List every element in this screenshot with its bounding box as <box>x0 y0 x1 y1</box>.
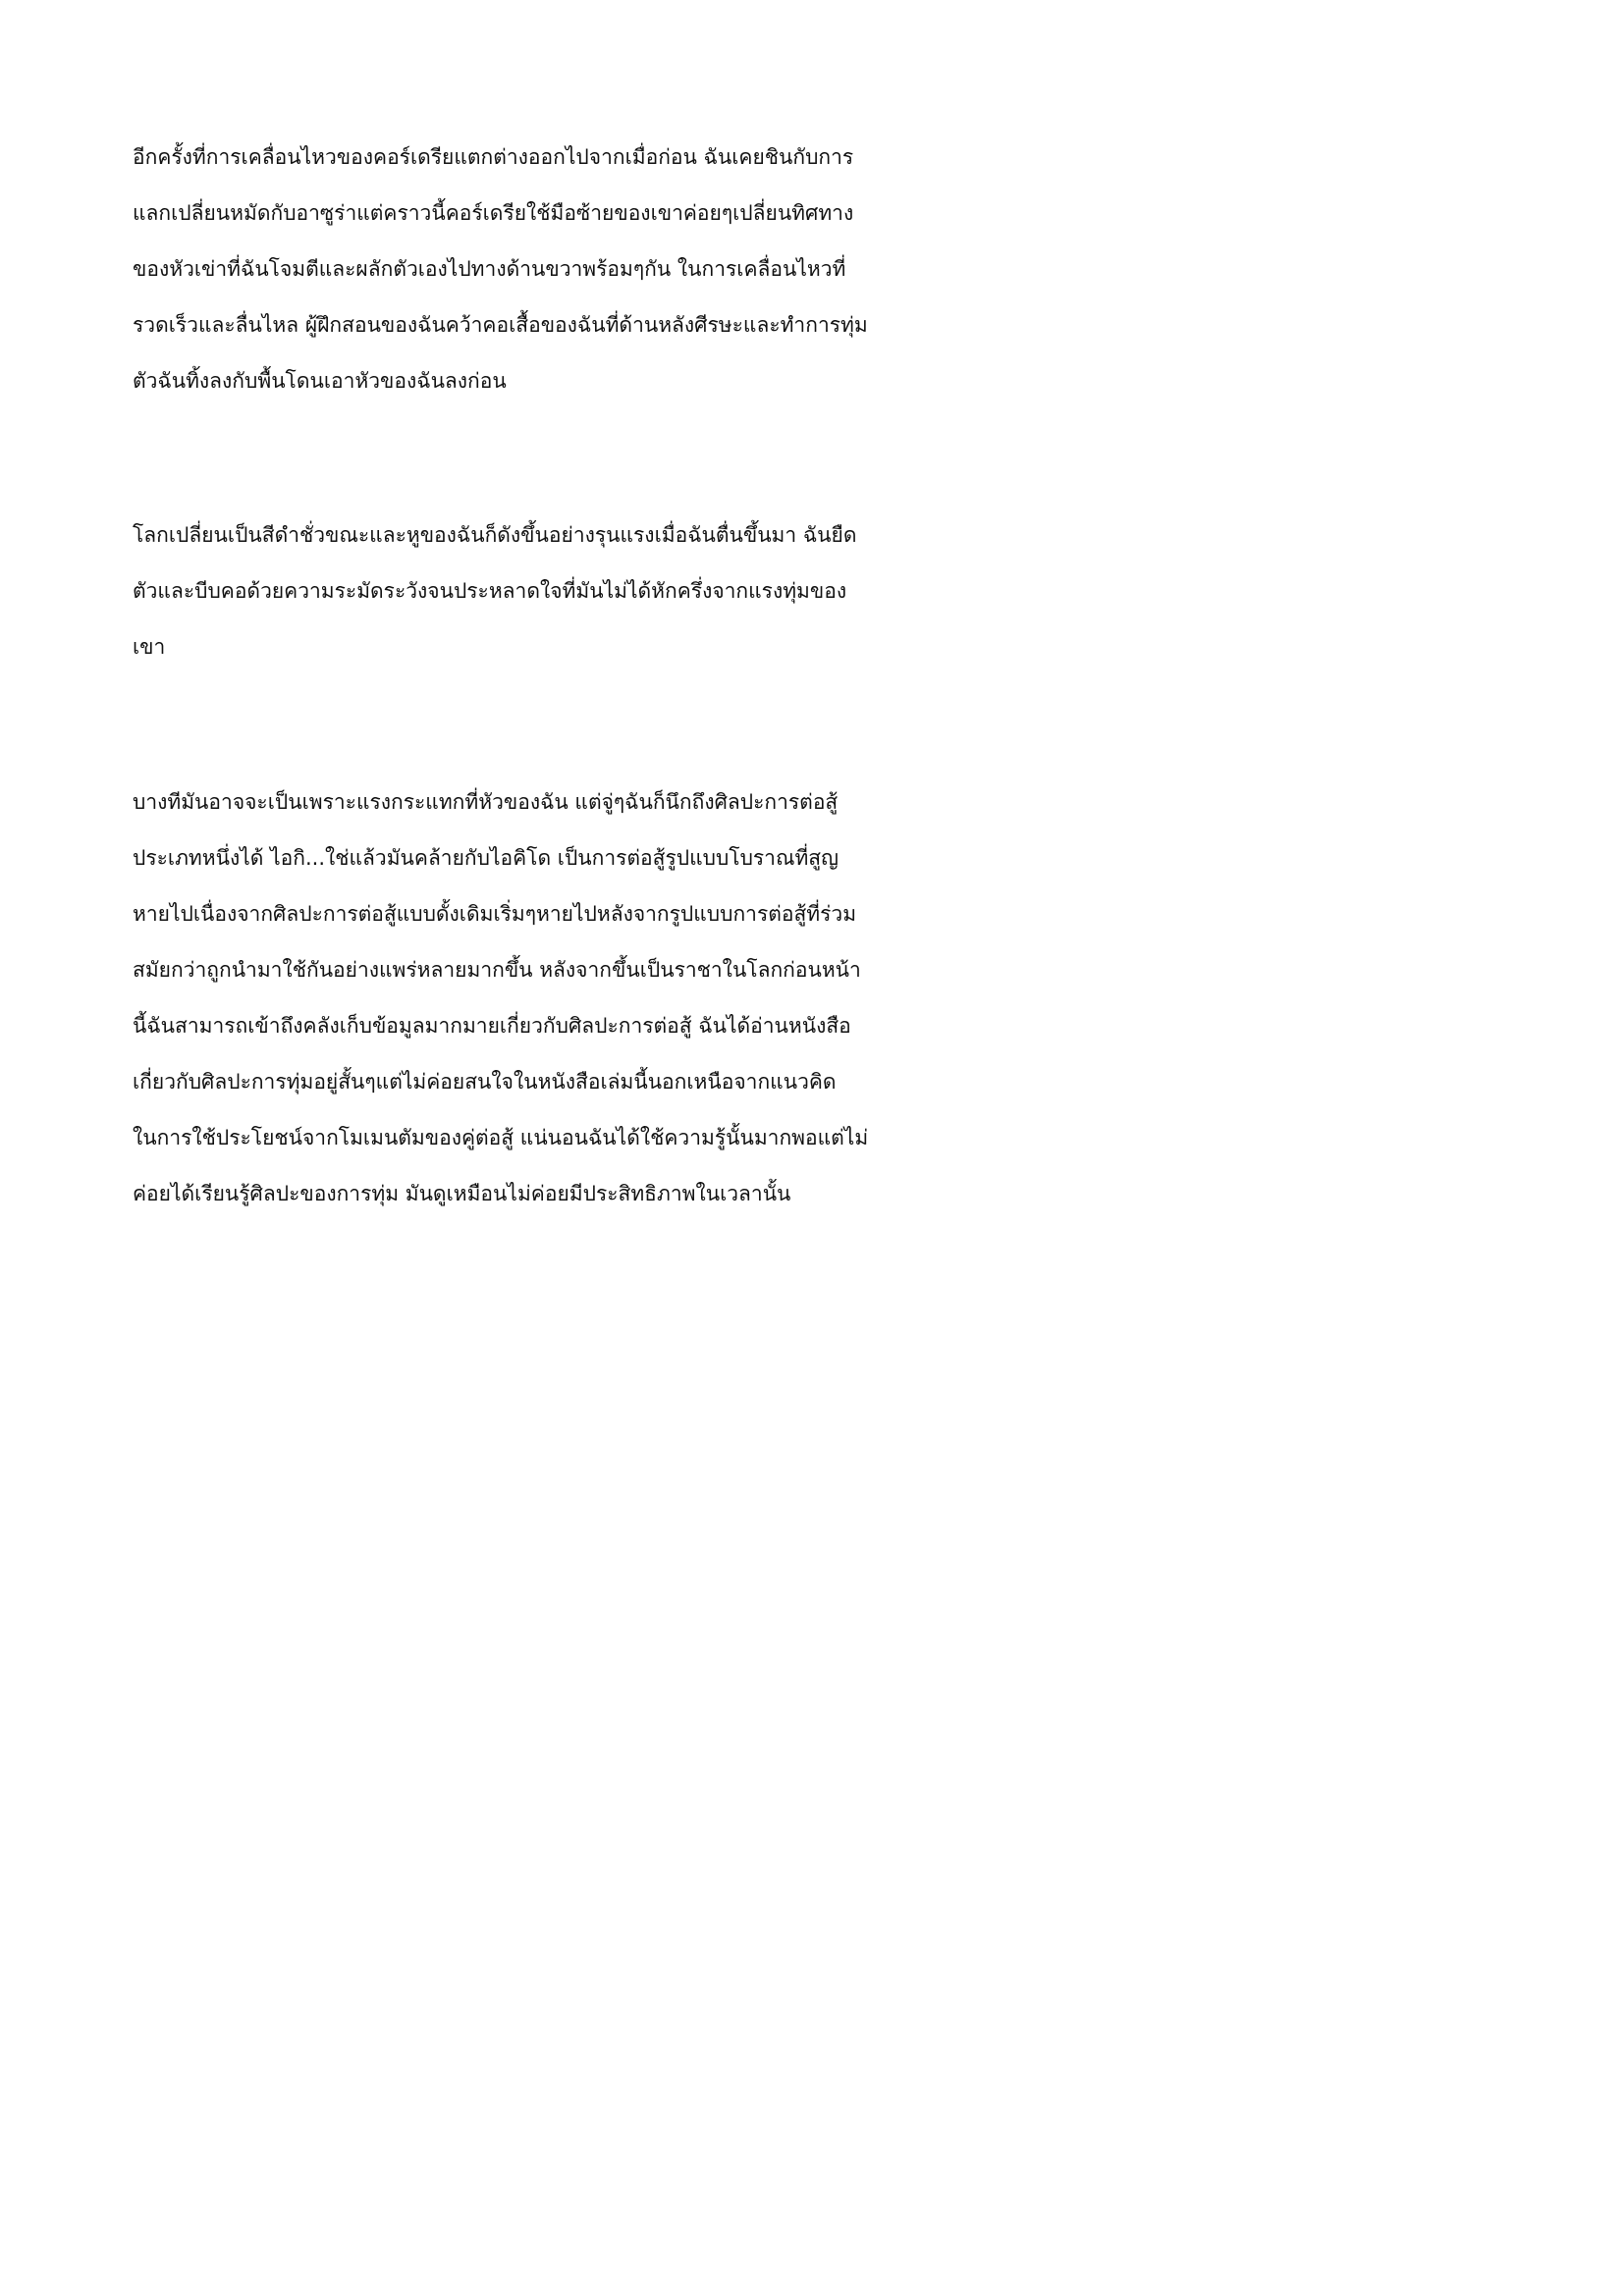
paragraph-3-line-6: เกี่ยวกับศิลปะการทุ่มอยู่สั้นๆแต่ไม่ค่อยสนใจในหนังสือเล่มนี้นอกเหนือจากแนวคิด <box>133 1070 837 1094</box>
paragraph-3-line-7: ในการใช้ประโยชน์จากโมเมนตัมของคู่ต่อสู้ แน่นอนฉันได้ใช้ความรู้นั้นมากพอแต่ไม่ <box>133 1126 869 1149</box>
paragraph-3-line-3: หายไปเนื่องจากศิลปะการต่อสู้แบบดั้งเดิมเริ่มๆหายไปหลังจากรูปแบบการต่อสู้ที่ร่วม <box>133 902 857 926</box>
paragraph-3-line-2: ประเภทหนึ่งได้ ไอกิ...ใช่แล้วมันคล้ายกับไอคิโด เป็นการต่อสู้รูปแบบโบราณที่สูญ <box>133 846 839 870</box>
paragraph-1-line-4: รวดเร็วและลื่นไหล ผู้ฝึกสอนของฉันคว้าคอเสื้อของฉันที่ด้านหลังศีรษะและทำการทุ่ม <box>133 313 868 337</box>
paragraph-2-line-3: เขา <box>133 635 166 659</box>
paragraph-3 <box>133 774 957 1222</box>
paragraph-3-line-4: สมัยกว่าถูกนำมาใช้กันอย่างแพร่หลายมากขึ้น หลังจากขึ้นเป็นราชาในโลกก่อนหน้า <box>133 958 861 982</box>
document-page <box>0 0 1081 1529</box>
paragraph-2-line-1: โลกเปลี่ยนเป็นสีดำชั่วขณะและหูของฉันก็ดังขึ้นอย่างรุนแรงเมื่อฉันตื่นขึ้นมา ฉันยืด <box>133 523 857 547</box>
paragraph-1 <box>133 130 957 409</box>
paragraph-2-line-2: ตัวและบีบคอด้วยความระมัดระวังจนประหลาดใจที่มันไม่ได้หักครึ่งจากแรงทุ่มของ <box>133 579 847 603</box>
paragraph-3-line-8: ค่อยได้เรียนรู้ศิลปะของการทุ่ม มันดูเหมือนไม่ค่อยมีประสิทธิภาพในเวลานั้น <box>133 1182 791 1205</box>
paragraph-1-line-1: อีกครั้งที่การเคลื่อนไหวของคอร์เดรียแตกต่างออกไปจากเมื่อก่อน ฉันเคยชินกับการ <box>133 145 854 169</box>
paragraph-2 <box>133 507 957 675</box>
paragraph-3-line-5: นี้ฉันสามารถเข้าถึงคลังเก็บข้อมูลมากมายเกี่ยวกับศิลปะการต่อสู้ ฉันได้อ่านหนังสือ <box>133 1014 851 1038</box>
paragraph-1-line-5: ตัวฉันทิ้งลงกับพื้นโดนเอาหัวของฉันลงก่อน <box>133 369 507 393</box>
paragraph-1-line-3: ของหัวเข่าที่ฉันโจมตีและผลักตัวเองไปทางด้านขวาพร้อมๆกัน ในการเคลื่อนไหวที่ <box>133 257 846 281</box>
paragraph-3-line-1: บางทีมันอาจจะเป็นเพราะแรงกระแทกที่หัวของฉัน แต่จู่ๆฉันก็นึกถึงศิลปะการต่อสู้ <box>133 790 839 814</box>
paragraph-1-line-2: แลกเปลี่ยนหมัดกับอาซูร่าแต่คราวนี้คอร์เดรียใช้มือซ้ายของเขาค่อยๆเปลี่ยนทิศทาง <box>133 201 854 225</box>
